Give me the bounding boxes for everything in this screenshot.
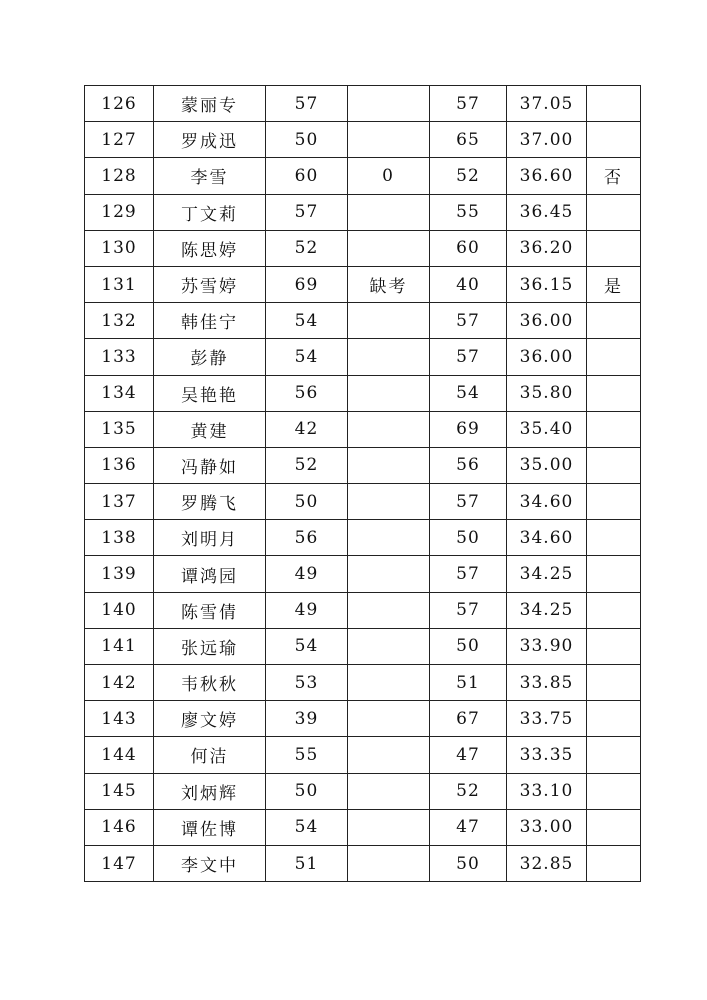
name-cell: 罗腾飞	[154, 484, 266, 520]
flag-cell	[587, 592, 641, 628]
flag-cell	[587, 411, 641, 447]
table-row	[85, 845, 641, 881]
table-row	[85, 303, 641, 339]
total-cell: 34.25	[507, 592, 587, 628]
score1-cell: 49	[266, 556, 348, 592]
table-row	[85, 122, 641, 158]
score3-cell: 47	[430, 809, 507, 845]
table-row	[85, 665, 641, 701]
row-number-cell: 144	[85, 737, 154, 773]
flag-cell	[587, 556, 641, 592]
name-cell: 何洁	[154, 737, 266, 773]
score1-cell: 56	[266, 375, 348, 411]
score1-cell: 50	[266, 122, 348, 158]
name-cell: 张远瑜	[154, 628, 266, 664]
table-row	[85, 266, 641, 302]
score2-cell	[348, 339, 430, 375]
score1-cell: 54	[266, 303, 348, 339]
name-cell: 蒙丽专	[154, 86, 266, 122]
score1-cell: 56	[266, 520, 348, 556]
flag-cell	[587, 665, 641, 701]
score3-cell: 69	[430, 411, 507, 447]
score1-cell: 49	[266, 592, 348, 628]
table-row	[85, 375, 641, 411]
score1-cell: 51	[266, 845, 348, 881]
total-cell: 36.45	[507, 194, 587, 230]
score2-cell	[348, 303, 430, 339]
score3-cell: 60	[430, 230, 507, 266]
score3-cell: 57	[430, 484, 507, 520]
flag-cell	[587, 447, 641, 483]
score2-cell	[348, 773, 430, 809]
score3-cell: 47	[430, 737, 507, 773]
total-cell: 37.00	[507, 122, 587, 158]
table-row	[85, 158, 641, 194]
table-row	[85, 484, 641, 520]
score2-cell	[348, 484, 430, 520]
flag-cell	[587, 230, 641, 266]
total-cell: 35.00	[507, 447, 587, 483]
name-cell: 陈雪倩	[154, 592, 266, 628]
flag-cell	[587, 303, 641, 339]
table-row	[85, 628, 641, 664]
total-cell: 34.60	[507, 484, 587, 520]
name-cell: 彭静	[154, 339, 266, 375]
score1-cell: 55	[266, 737, 348, 773]
flag-cell	[587, 809, 641, 845]
total-cell: 33.75	[507, 701, 587, 737]
name-cell: 韦秋秋	[154, 665, 266, 701]
row-number-cell: 130	[85, 230, 154, 266]
score1-cell: 57	[266, 194, 348, 230]
score3-cell: 54	[430, 375, 507, 411]
total-cell: 34.60	[507, 520, 587, 556]
score1-cell: 42	[266, 411, 348, 447]
name-cell: 刘炳辉	[154, 773, 266, 809]
total-cell: 33.85	[507, 665, 587, 701]
score1-cell: 52	[266, 230, 348, 266]
flag-cell	[587, 86, 641, 122]
score3-cell: 57	[430, 303, 507, 339]
score1-cell: 39	[266, 701, 348, 737]
score3-cell: 40	[430, 266, 507, 302]
score3-cell: 52	[430, 158, 507, 194]
score2-cell	[348, 737, 430, 773]
row-number-cell: 127	[85, 122, 154, 158]
total-cell: 36.00	[507, 339, 587, 375]
score2-cell: 0	[348, 158, 430, 194]
score2-cell	[348, 520, 430, 556]
row-number-cell: 126	[85, 86, 154, 122]
total-cell: 33.35	[507, 737, 587, 773]
flag-cell	[587, 737, 641, 773]
score1-cell: 69	[266, 266, 348, 302]
name-cell: 苏雪婷	[154, 266, 266, 302]
row-number-cell: 137	[85, 484, 154, 520]
total-cell: 36.15	[507, 266, 587, 302]
total-cell: 36.60	[507, 158, 587, 194]
score3-cell: 56	[430, 447, 507, 483]
table-row	[85, 737, 641, 773]
name-cell: 李雪	[154, 158, 266, 194]
row-number-cell: 145	[85, 773, 154, 809]
name-cell: 冯静如	[154, 447, 266, 483]
total-cell: 35.80	[507, 375, 587, 411]
score2-cell	[348, 411, 430, 447]
name-cell: 罗成迅	[154, 122, 266, 158]
table-row	[85, 447, 641, 483]
total-cell: 33.10	[507, 773, 587, 809]
score1-cell: 50	[266, 484, 348, 520]
score2-cell: 缺考	[348, 266, 430, 302]
row-number-cell: 128	[85, 158, 154, 194]
row-number-cell: 142	[85, 665, 154, 701]
score2-cell	[348, 375, 430, 411]
score1-cell: 60	[266, 158, 348, 194]
score3-cell: 57	[430, 556, 507, 592]
score2-cell	[348, 86, 430, 122]
total-cell: 35.40	[507, 411, 587, 447]
row-number-cell: 141	[85, 628, 154, 664]
score3-cell: 55	[430, 194, 507, 230]
score3-cell: 67	[430, 701, 507, 737]
score3-cell: 50	[430, 520, 507, 556]
score-table	[84, 85, 641, 882]
table-row	[85, 556, 641, 592]
score3-cell: 65	[430, 122, 507, 158]
total-cell: 36.20	[507, 230, 587, 266]
table-row	[85, 809, 641, 845]
table-row	[85, 701, 641, 737]
table-row	[85, 411, 641, 447]
table-row	[85, 339, 641, 375]
flag-cell	[587, 122, 641, 158]
flag-cell	[587, 520, 641, 556]
table-row	[85, 592, 641, 628]
flag-cell	[587, 845, 641, 881]
row-number-cell: 139	[85, 556, 154, 592]
name-cell: 刘明月	[154, 520, 266, 556]
score2-cell	[348, 845, 430, 881]
flag-cell	[587, 628, 641, 664]
row-number-cell: 140	[85, 592, 154, 628]
total-cell: 32.85	[507, 845, 587, 881]
flag-cell	[587, 773, 641, 809]
score2-cell	[348, 592, 430, 628]
name-cell: 陈思婷	[154, 230, 266, 266]
score2-cell	[348, 809, 430, 845]
name-cell: 谭鸿园	[154, 556, 266, 592]
name-cell: 廖文婷	[154, 701, 266, 737]
score3-cell: 57	[430, 339, 507, 375]
name-cell: 黄建	[154, 411, 266, 447]
score1-cell: 50	[266, 773, 348, 809]
row-number-cell: 146	[85, 809, 154, 845]
name-cell: 丁文莉	[154, 194, 266, 230]
flag-cell	[587, 194, 641, 230]
table-row	[85, 86, 641, 122]
table-row	[85, 773, 641, 809]
score1-cell: 52	[266, 447, 348, 483]
row-number-cell: 129	[85, 194, 154, 230]
row-number-cell: 136	[85, 447, 154, 483]
row-number-cell: 131	[85, 266, 154, 302]
flag-cell	[587, 484, 641, 520]
row-number-cell: 138	[85, 520, 154, 556]
total-cell: 37.05	[507, 86, 587, 122]
row-number-cell: 135	[85, 411, 154, 447]
flag-cell	[587, 375, 641, 411]
score-table-body	[85, 86, 641, 882]
score3-cell: 57	[430, 86, 507, 122]
score2-cell	[348, 701, 430, 737]
score1-cell: 53	[266, 665, 348, 701]
row-number-cell: 133	[85, 339, 154, 375]
table-row	[85, 520, 641, 556]
name-cell: 吴艳艳	[154, 375, 266, 411]
score3-cell: 50	[430, 845, 507, 881]
row-number-cell: 143	[85, 701, 154, 737]
score1-cell: 54	[266, 339, 348, 375]
score1-cell: 54	[266, 809, 348, 845]
total-cell: 36.00	[507, 303, 587, 339]
name-cell: 李文中	[154, 845, 266, 881]
table-row	[85, 230, 641, 266]
score3-cell: 50	[430, 628, 507, 664]
flag-cell: 否	[587, 158, 641, 194]
score1-cell: 54	[266, 628, 348, 664]
flag-cell	[587, 339, 641, 375]
score3-cell: 51	[430, 665, 507, 701]
table-row	[85, 194, 641, 230]
score2-cell	[348, 665, 430, 701]
score2-cell	[348, 194, 430, 230]
score3-cell: 52	[430, 773, 507, 809]
name-cell: 谭佐博	[154, 809, 266, 845]
flag-cell	[587, 701, 641, 737]
score1-cell: 57	[266, 86, 348, 122]
score2-cell	[348, 122, 430, 158]
flag-cell: 是	[587, 266, 641, 302]
score2-cell	[348, 230, 430, 266]
total-cell: 33.00	[507, 809, 587, 845]
row-number-cell: 147	[85, 845, 154, 881]
name-cell: 韩佳宁	[154, 303, 266, 339]
score2-cell	[348, 628, 430, 664]
score2-cell	[348, 556, 430, 592]
row-number-cell: 134	[85, 375, 154, 411]
total-cell: 34.25	[507, 556, 587, 592]
total-cell: 33.90	[507, 628, 587, 664]
score2-cell	[348, 447, 430, 483]
score3-cell: 57	[430, 592, 507, 628]
row-number-cell: 132	[85, 303, 154, 339]
